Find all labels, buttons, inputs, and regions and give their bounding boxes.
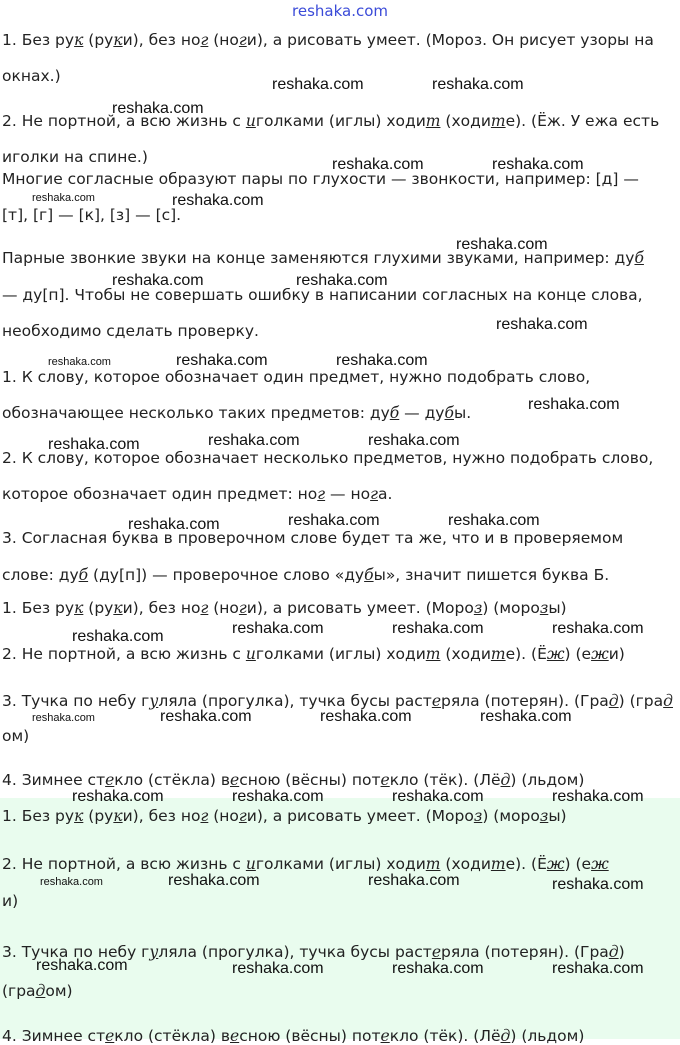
watermark: reshaka.com — [208, 432, 300, 449]
watermark: reshaka.com — [496, 316, 588, 333]
watermark: reshaka.com — [480, 708, 572, 725]
watermark: reshaka.com — [336, 352, 428, 369]
watermark: reshaka.com — [112, 272, 204, 289]
answer-highlight-block — [0, 798, 680, 1039]
text-line: иголки на спине.) — [2, 148, 148, 166]
watermark: reshaka.com — [296, 272, 388, 289]
watermark: reshaka.com — [232, 960, 324, 977]
text-line: — ду[п]. Чтобы не совершать ошибку в написании согласных на конце слова, — [2, 286, 643, 304]
watermark: reshaka.com — [168, 872, 260, 889]
site-watermark-top[interactable]: reshaka.com — [292, 2, 388, 20]
watermark: reshaka.com — [552, 960, 644, 977]
text-line: (градом) — [2, 982, 73, 1000]
text-line: 2. К слову, которое обозначает несколько предметов, нужно подобрать слово, — [2, 449, 654, 467]
watermark: reshaka.com — [448, 512, 540, 529]
watermark: reshaka.com — [32, 192, 95, 204]
watermark: reshaka.com — [32, 712, 95, 724]
text-line: Многие согласные образуют пары по глухости — звонкости, например: [д] — — [2, 170, 639, 188]
text-line: необходимо сделать проверку. — [2, 322, 259, 340]
watermark: reshaka.com — [552, 788, 644, 805]
text-line: 1. Без рук (руки), без ног (ноги), а рисовать умеет. (Мороз. Он рисует узоры на — [2, 31, 654, 49]
watermark: reshaka.com — [320, 708, 412, 725]
text-line: [т], [г] — [к], [з] — [с]. — [2, 206, 182, 224]
watermark: reshaka.com — [332, 156, 424, 173]
watermark: reshaka.com — [48, 436, 140, 453]
watermark: reshaka.com — [172, 192, 264, 209]
text-line: и) — [2, 892, 19, 910]
watermark: reshaka.com — [392, 620, 484, 637]
watermark: reshaka.com — [40, 876, 103, 888]
text-line: 4. Зимнее стекло (стёкла) весною (вёсны) потекло (тёк). (Лёд) (льдом) — [2, 771, 585, 789]
watermark: reshaka.com — [368, 432, 460, 449]
text-line: 3. Тучка по небу гуляла (прогулка), тучка бусы растеряла (потерян). (Град) — [2, 943, 625, 961]
watermark: reshaka.com — [176, 352, 268, 369]
text-line: 4. Зимнее стекло (стёкла) весною (вёсны) потекло (тёк). (Лёд) (льдом) — [2, 1027, 585, 1045]
text-line: ом) — [2, 727, 30, 745]
text-line: окнах.) — [2, 67, 61, 85]
watermark: reshaka.com — [160, 708, 252, 725]
watermark: reshaka.com — [528, 396, 620, 413]
text-line: 1. Без рук (руки), без ног (ноги), а рисовать умеет. (Мороз) (морозы) — [2, 807, 567, 825]
watermark: reshaka.com — [288, 512, 380, 529]
watermark: reshaka.com — [72, 788, 164, 805]
watermark: reshaka.com — [552, 876, 644, 893]
watermark: reshaka.com — [232, 788, 324, 805]
text-line: которое обозначает один предмет: ног — нога. — [2, 485, 393, 503]
text-line: 3. Тучка по небу гуляла (прогулка), тучка бусы растеряла (потерян). (Град) (град — [2, 692, 673, 710]
watermark: reshaka.com — [272, 76, 364, 93]
text-line: 2. Не портной, а всю жизнь с иголками (иглы) ходит (ходите). (Ёж) (ежи) — [2, 645, 625, 663]
text-line: 2. Не портной, а всю жизнь с иголками (иглы) ходит (ходите). (Ёж) (еж — [2, 855, 609, 873]
text-line: 2. Не портной, а всю жизнь с иголками (иглы) ходит (ходите). (Ёж. У ежа есть — [2, 112, 660, 130]
text-line: слове: дуб (ду[п]) — проверочное слово «дубы», значит пишется буква Б. — [2, 566, 610, 584]
text-line: 3. Согласная буква в проверочном слове будет та же, что и в проверяемом — [2, 529, 624, 547]
watermark: reshaka.com — [492, 156, 584, 173]
text-line: 1. Без рук (руки), без ног (ноги), а рисовать умеет. (Мороз) (морозы) — [2, 599, 567, 617]
watermark: reshaka.com — [456, 236, 548, 253]
watermark: reshaka.com — [552, 620, 644, 637]
text-line: Парные звонкие звуки на конце заменяются глухими звуками, например: дуб — [2, 249, 644, 267]
watermark: reshaka.com — [432, 76, 524, 93]
watermark: reshaka.com — [48, 356, 111, 368]
watermark: reshaka.com — [232, 620, 324, 637]
text-line: обозначающее несколько таких предметов: дуб — дубы. — [2, 404, 472, 422]
watermark: reshaka.com — [368, 872, 460, 889]
watermark: reshaka.com — [128, 516, 220, 533]
text-line: 1. К слову, которое обозначает один предмет, нужно подобрать слово, — [2, 368, 591, 386]
watermark: reshaka.com — [112, 100, 204, 117]
watermark: reshaka.com — [72, 628, 164, 645]
watermark: reshaka.com — [392, 960, 484, 977]
watermark: reshaka.com — [392, 788, 484, 805]
watermark: reshaka.com — [36, 957, 128, 974]
